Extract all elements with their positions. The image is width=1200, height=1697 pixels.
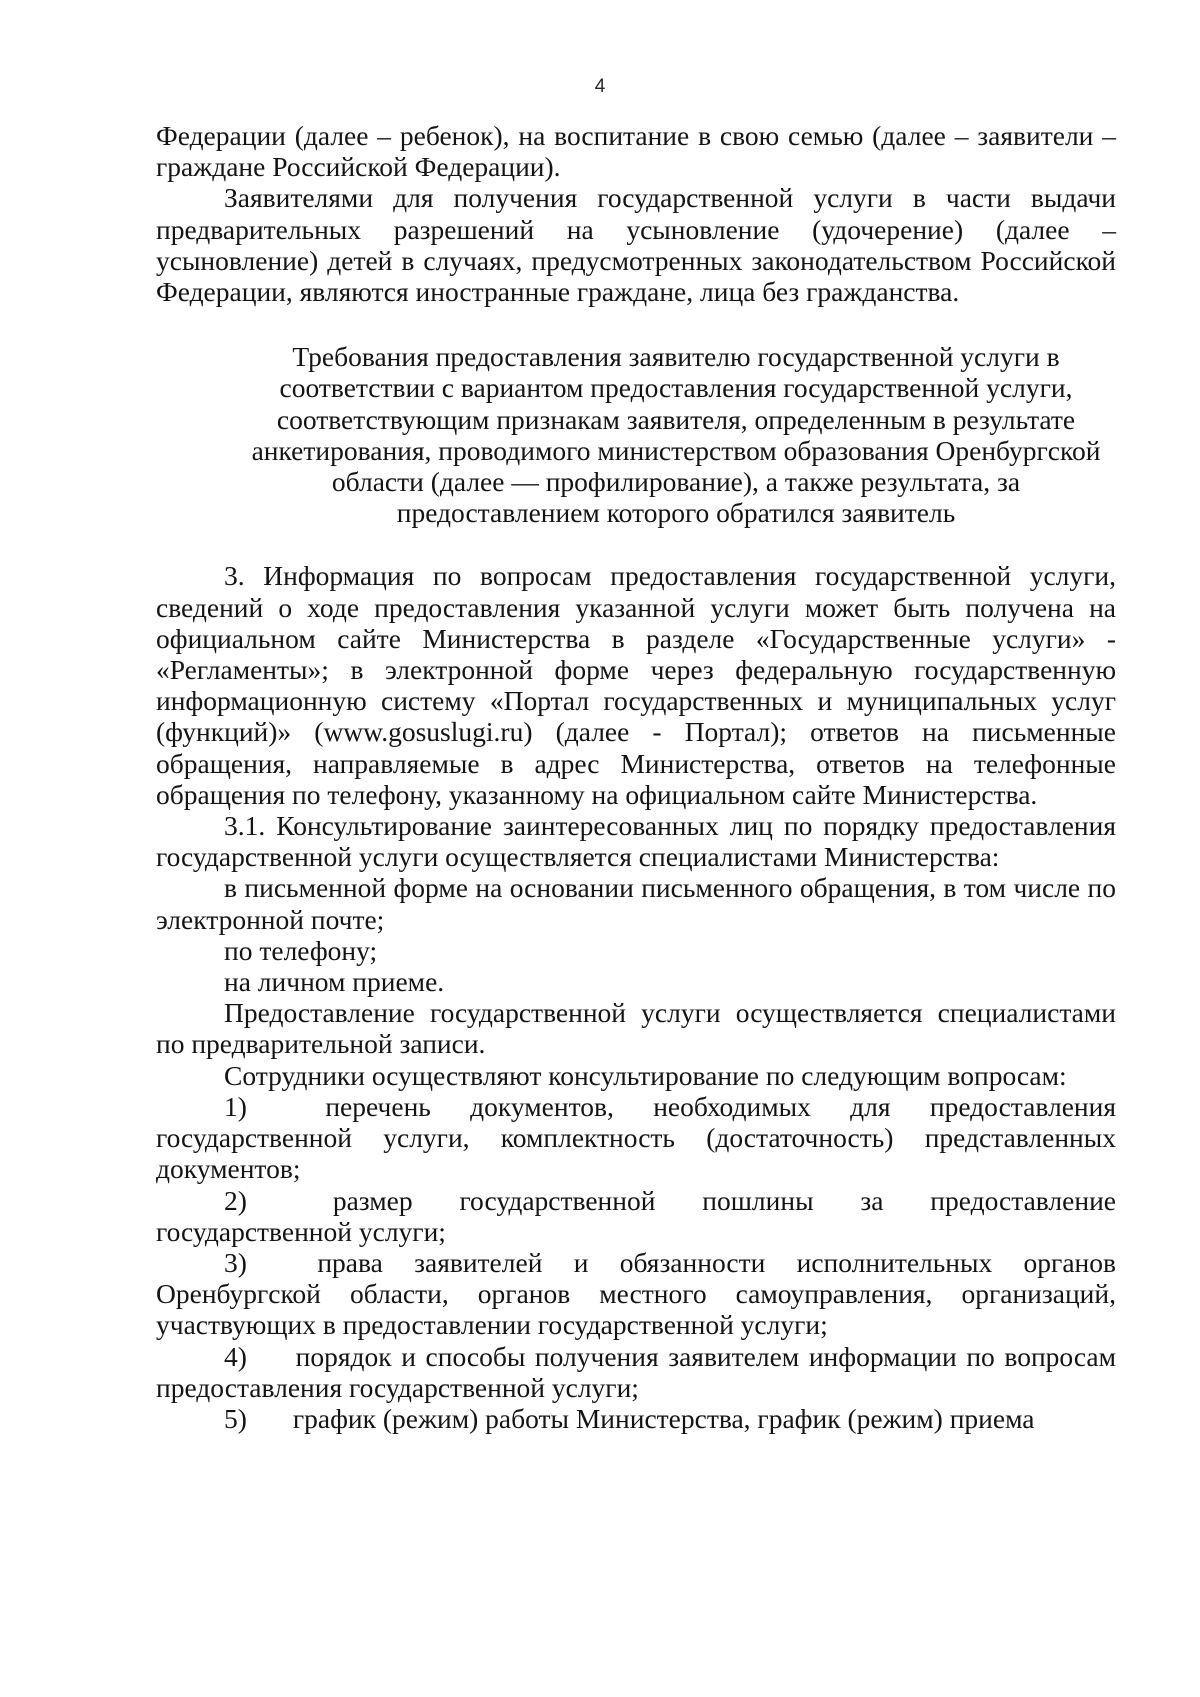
list-item-number: 1) (224, 1090, 247, 1122)
document-body (156, 120, 1116, 1434)
list-item (156, 1247, 1116, 1341)
paragraph-3-information: 3. Информация по вопросам предоставления государственной услуги, сведений о ходе предоставления указанной услуги может быть получена на официальном сайте Министерства в разделе «Государственные услуги» - «Регламенты»; в электронной форме через федеральную государственную информационную систему «Портал государственных и муниципальных услуг (функций)» (www.gosuslugi.ru) (далее - Портал); ответов на письменные обращения, направляемые в адрес Министерства, ответов на телефонные обращения по телефону, указанному на официальном сайте Министерства. (156, 560, 1116, 810)
list-item-number: 3) (224, 1246, 247, 1278)
paragraph-appointment: Предоставление государственной услуги осуществляется специалистами по предварительной записи. (156, 997, 1116, 1060)
list-item-number: 4) (224, 1340, 247, 1372)
list-item (156, 1185, 1116, 1247)
list-item (156, 1091, 1116, 1185)
list-item (156, 1403, 1116, 1434)
paragraph-by-phone: по телефону; (224, 934, 378, 966)
list-item-text: размер государственной пошлины за предоставление государственной услуги; (156, 1184, 1116, 1247)
paragraph-written-form: в письменной форме на основании письменного обращения, в том числе по электронной почте; (156, 872, 1116, 935)
list-item (156, 1341, 1116, 1403)
page-number: 4 (594, 76, 606, 97)
list-item-number: 2) (224, 1184, 247, 1216)
paragraph-consulting-topics: Сотрудники осуществляют консультирование по следующим вопросам: (224, 1059, 1067, 1091)
section-heading: Требования предоставления заявителю государственной услуги в соответствии с вариантом предоставления государственной услуги, соответствующим признакам заявителя, определенным в результате анкетирования, проводимого министерством образования Оренбургской области (далее — профилирование), а также результата, за предоставлением которого обратился заявитель (251, 341, 1101, 529)
list-item-text: перечень документов, необходимых для предоставления государственной услуги, комплектность (достаточность) представленных документов; (156, 1090, 1116, 1185)
paragraph-in-person: на личном приеме. (224, 966, 445, 998)
list-item-text: график (режим) работы Министерства, график (режим) приема (292, 1402, 1035, 1434)
list-item-number: 5) (224, 1402, 247, 1434)
paragraph-continuation: Федерации (далее – ребенок), на воспитание в свою семью (далее – заявители – граждане Российской Федерации). (156, 120, 1116, 183)
paragraph-3-1-consulting: 3.1. Консультирование заинтересованных лиц по порядку предоставления государственной услуги осуществляется специалистами Министерства: (156, 810, 1116, 873)
list-item-text: права заявителей и обязанности исполнительных органов Оренбургской области, органов местного самоуправления, организаций, участвующих в предоставлении государственной услуги; (156, 1246, 1116, 1341)
list-item-text: порядок и способы получения заявителем информации по вопросам предоставления государственной услуги; (156, 1340, 1117, 1403)
paragraph-applicants: Заявителями для получения государственной услуги в части выдачи предварительных разрешений на усыновление (удочерение) (далее – усыновление) детей в случаях, предусмотренных законодательством Российской Федерации, являются иностранные граждане, лица без гражданства. (156, 182, 1116, 308)
